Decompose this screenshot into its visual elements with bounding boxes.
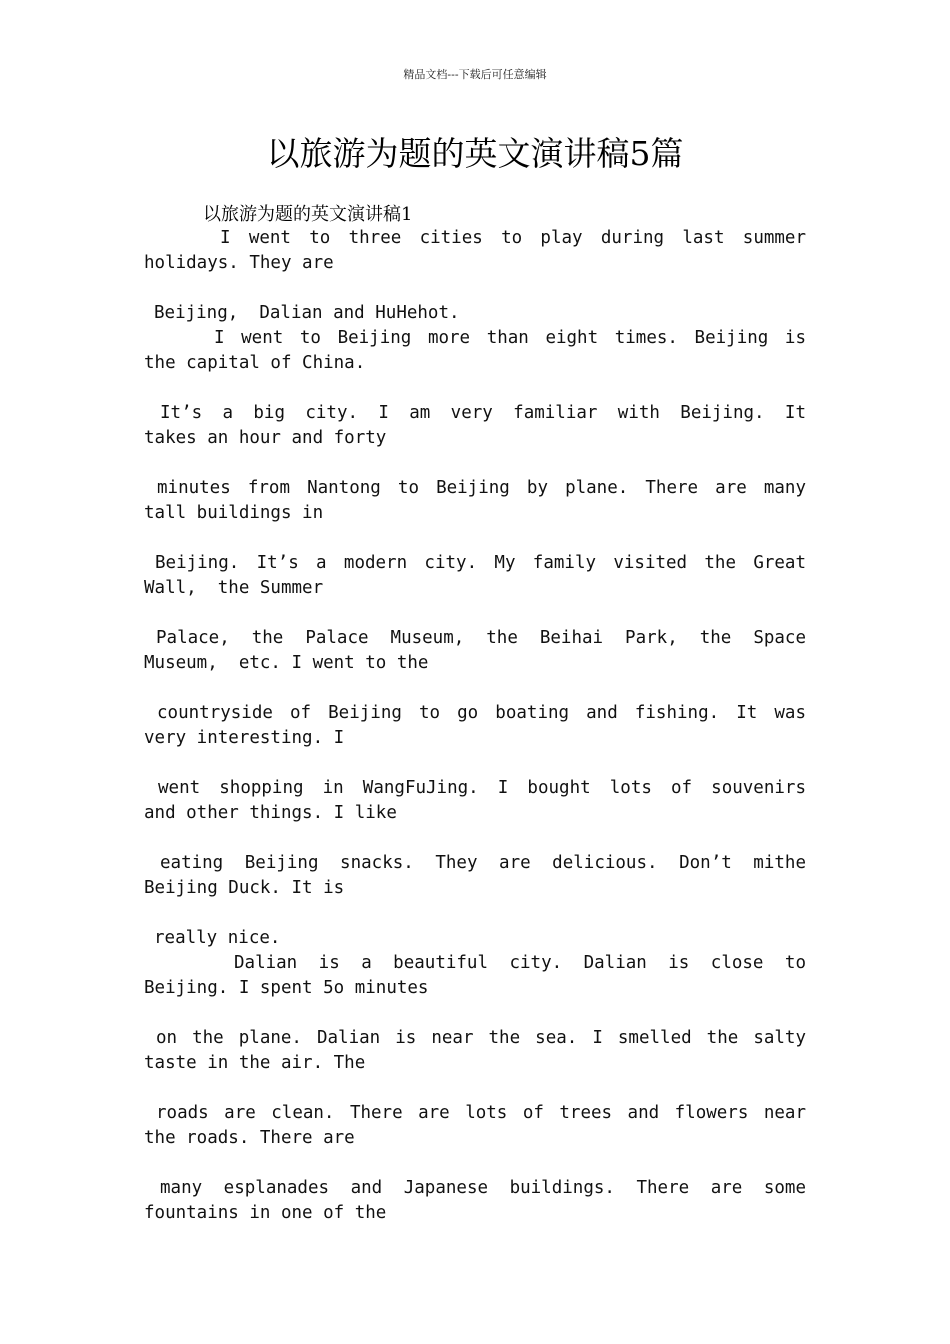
body-line: on the plane. Dalian is near the sea. I smelled the salty	[156, 1028, 806, 1048]
body-line: Beijing. It’s a modern city. My family visited the Great	[155, 553, 806, 573]
body-line: tall buildings in	[144, 503, 324, 523]
body-line: takes an hour and forty	[144, 428, 387, 448]
document-body	[144, 226, 806, 1226]
body-line: I went to Beijing more than eight times. Beijing is	[214, 328, 806, 348]
body-line-gap	[144, 376, 806, 401]
body-line: Museum, etc. I went to the	[144, 653, 429, 673]
body-line: It’s a big city. I am very familiar with Beijing. It	[160, 403, 806, 423]
body-line-gap	[144, 1076, 806, 1101]
body-line: taste in the air. The	[144, 1053, 366, 1073]
body-line: fountains in one of the	[144, 1203, 387, 1223]
body-line-gap	[144, 751, 806, 776]
body-line: many esplanades and Japanese buildings. There are some	[160, 1178, 806, 1198]
body-line: the roads. There are	[144, 1128, 355, 1148]
body-line: eating Beijing snacks. They are delicious. Don’t mithe	[160, 853, 806, 873]
body-line: Palace, the Palace Museum, the Beihai Park, the Space	[156, 628, 806, 648]
body-line: went shopping in WangFuJing. I bought lots of souvenirs	[158, 778, 806, 798]
body-line: very interesting. I	[144, 728, 345, 748]
body-line-gap	[144, 1151, 806, 1176]
body-line: Wall, the Summer	[144, 578, 324, 598]
body-line: Beijing Duck. It is	[144, 878, 345, 898]
body-line-gap	[144, 601, 806, 626]
body-line-gap	[144, 676, 806, 701]
body-line: holidays. They are	[144, 253, 334, 273]
body-line: Dalian is a beautiful city. Dalian is close to	[234, 953, 806, 973]
body-line: roads are clean. There are lots of trees and flowers near	[156, 1103, 806, 1123]
body-line: Beijing, Dalian and HuHehot.	[154, 303, 460, 323]
body-line: really nice.	[154, 928, 281, 948]
body-line-gap	[144, 901, 806, 926]
body-line: I went to three cities to play during last summer	[220, 228, 806, 248]
body-line: the capital of China.	[144, 353, 366, 373]
body-line-gap	[144, 451, 806, 476]
body-line-gap	[144, 276, 806, 301]
body-line-gap	[144, 526, 806, 551]
body-line-gap	[144, 826, 806, 851]
body-line-gap	[144, 1001, 806, 1026]
body-line: minutes from Nantong to Beijing by plane. There are many	[157, 478, 806, 498]
document-title: 以旅游为题的英文演讲稿5篇	[266, 134, 684, 173]
body-line: countryside of Beijing to go boating and fishing. It was	[157, 703, 806, 723]
body-line: Beijing. I spent 5o minutes	[144, 978, 429, 998]
body-line: and other things. I like	[144, 803, 397, 823]
header-note: 精品文档---下载后可任意编辑	[403, 68, 547, 81]
section-heading: 以旅游为题的英文演讲稿1	[203, 204, 413, 225]
